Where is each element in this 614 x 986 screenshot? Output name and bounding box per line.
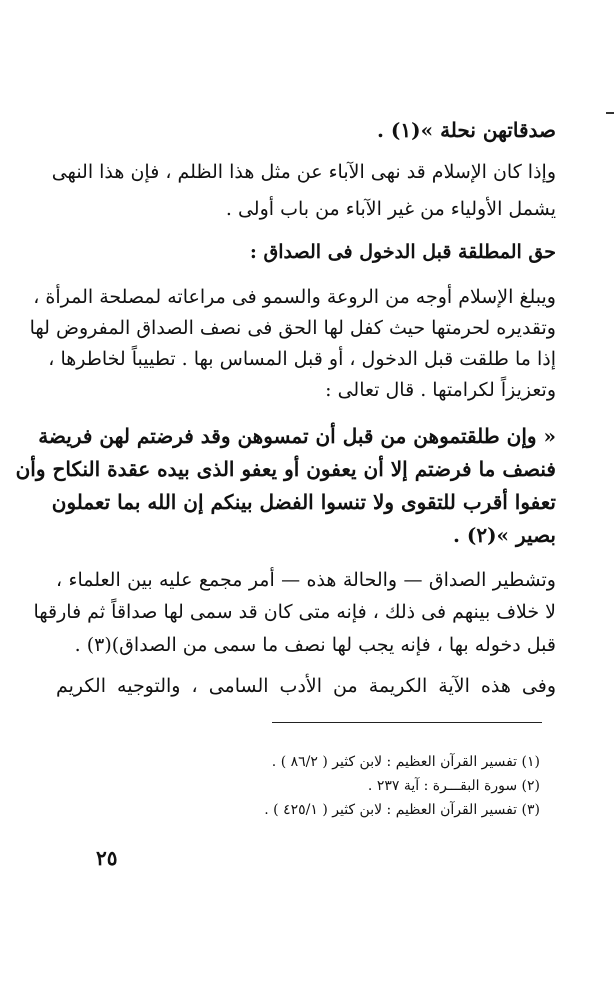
edge-mark bbox=[606, 112, 614, 114]
text-line: وتشطير الصداق — والحالة هذه — أمر مجمع عليه بين العلماء ، bbox=[56, 569, 556, 591]
text-line: وإذا كان الإسلام قد نهى الآباء عن مثل هذا الظلم ، فإن هذا النهى bbox=[51, 161, 556, 183]
text-line: لا خلاف بينهم فى ذلك ، فإنه متى كان قد سمى لها صداقاً ثم فارقها bbox=[33, 601, 556, 623]
section-heading: حق المطلقة قبل الدخول فى الصداق : bbox=[249, 241, 556, 263]
text-line: ويبلغ الإسلام أوجه من الروعة والسمو فى مراعاته لمصلحة المرأة ، bbox=[33, 286, 556, 308]
page-number: ٢٥ bbox=[96, 846, 118, 870]
text-line: وفى هذه الآية الكريمة من الأدب السامى ، والتوجيه الكريم bbox=[56, 675, 556, 697]
verse-line: بصير »(٢) . bbox=[452, 523, 556, 547]
text-line: صدقاتهن نحلة »(١) . bbox=[377, 118, 556, 142]
text-line: وتعزيزاً لكرامتها . قال تعالى : bbox=[325, 379, 556, 401]
text-line: يشمل الأولياء من غير الآباء من باب أولى . bbox=[225, 198, 556, 220]
footnote: (٣) تفسير القرآن العظيم : لابن كثير ( ٤٢٥/١ ) . bbox=[264, 802, 540, 818]
footnote-divider bbox=[272, 722, 542, 723]
text-line: وتقديره لحرمتها حيث كفل لها الحق فى نصف الصداق المفروض لها bbox=[29, 317, 556, 339]
verse-line: تعفوا أقرب للتقوى ولا تنسوا الفضل بينكم إن الله بما تعملون bbox=[51, 490, 556, 514]
text-line: إذا ما طلقت قبل الدخول ، أو قبل المساس بها . تطييباً لخاطرها ، bbox=[48, 348, 556, 370]
footnote: (١) تفسير القرآن العظيم : لابن كثير ( ٨٦/٢ ) . bbox=[271, 754, 540, 770]
text-line: قبل دخوله بها ، فإنه يجب لها نصف ما سمى من الصداق)(٣) . bbox=[74, 634, 556, 656]
verse-line: « وإن طلقتموهن من قبل أن تمسوهن وقد فرضتم لهن فريضة bbox=[38, 424, 556, 448]
verse-line: فنصف ما فرضتم إلا أن يعفون أو يعفو الذى بيده عقدة النكاح وأن bbox=[15, 457, 556, 481]
footnote: (٢) سورة البقـــرة : آية ٢٣٧ . bbox=[367, 778, 540, 794]
